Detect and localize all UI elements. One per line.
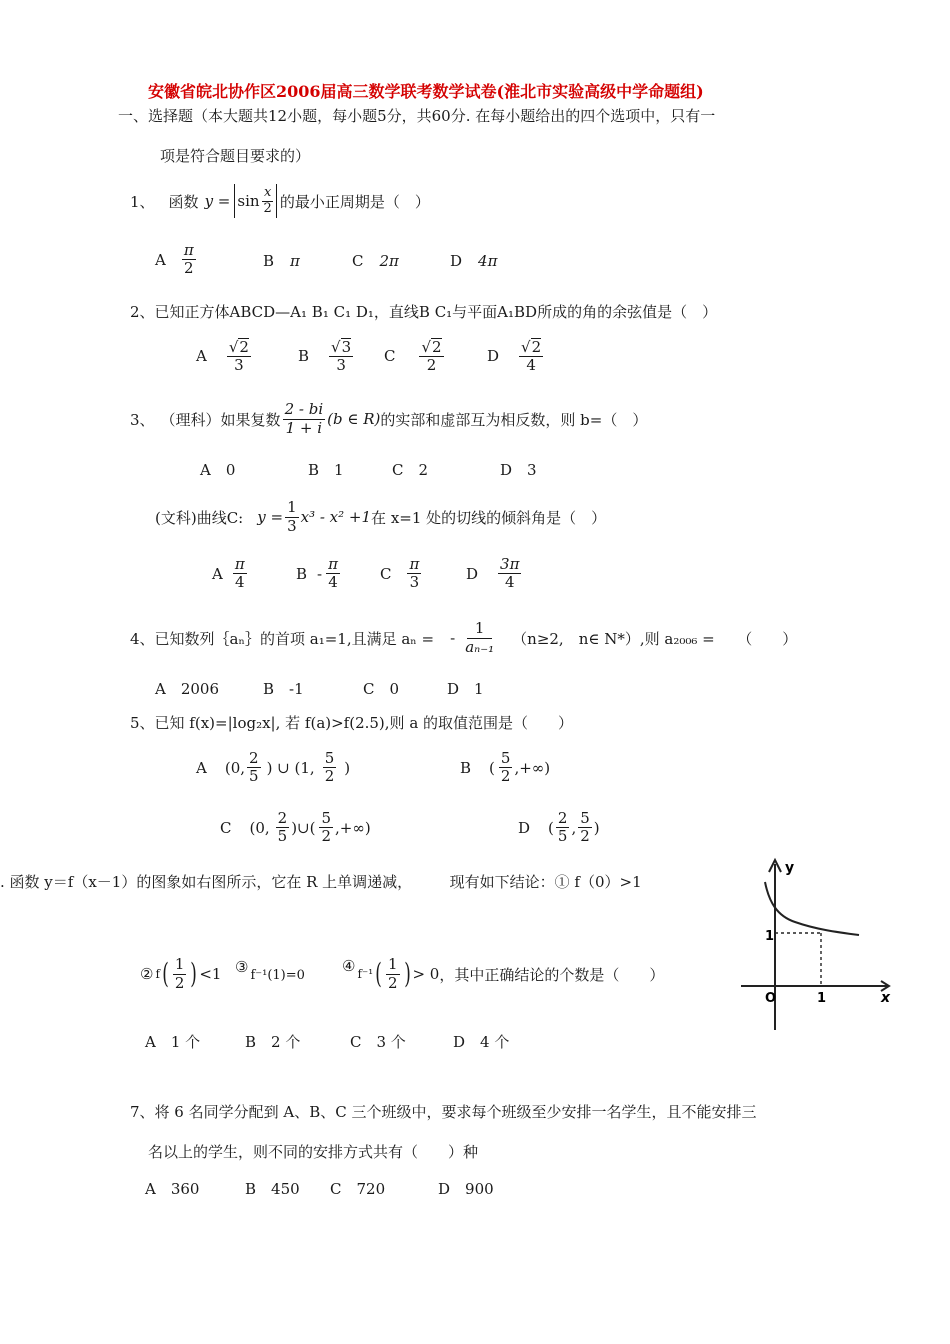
q2-c-den: 2	[426, 356, 437, 375]
q5-b-close: ,+∞)	[514, 758, 551, 777]
q2-option-b-letter: B	[298, 347, 310, 366]
abs-bar-right	[276, 184, 277, 218]
q4-option-a: A 2006	[155, 680, 220, 698]
q4-option-b: B -1	[263, 680, 304, 698]
q4-prefix: 4、已知数列｛aₙ｝的首项 a₁=1,且满足 aₙ =	[130, 629, 435, 648]
q5-d-frac2	[578, 810, 592, 846]
q3w-c-frac	[407, 556, 421, 592]
q2-b-num: 3	[341, 338, 352, 356]
question-4	[130, 616, 797, 660]
q6-c4-mark: ④	[342, 957, 356, 975]
q3w-c-num: π	[409, 555, 420, 573]
minus-sign: -	[317, 564, 323, 583]
q2-option-c-letter: C	[384, 347, 396, 366]
q2-option-a-frac	[227, 338, 251, 375]
q5-c-d1: 5	[277, 827, 288, 846]
q3w-option-d	[466, 556, 523, 592]
q6-conclusion-suffix: ，其中正确结论的个数是（ ）	[439, 965, 665, 984]
q2-option-a	[196, 338, 253, 375]
q5-option-a	[196, 750, 350, 786]
q3-wenke	[155, 496, 606, 538]
q3-frac-num: 2 - bi	[284, 400, 324, 419]
q5-c-close: ,+∞)	[335, 818, 371, 837]
section-heading-line2: 项是符合题目要求的）	[160, 147, 311, 165]
q2-c-num: 2	[432, 338, 442, 356]
q6-c2-frac	[173, 956, 187, 992]
q6-option-a: A 1 个	[145, 1033, 201, 1051]
q1-y: y =	[204, 192, 231, 210]
q3w-option-b-letter: B	[296, 564, 308, 583]
q2-d-den: 4	[526, 356, 536, 375]
q2-option-c	[384, 338, 446, 375]
question-6: . 函数 y＝f（x－1）的图象如右图所示，它在 R 上单调递减， 现有如下结论：① f（0）>1	[0, 873, 642, 891]
q5-d-frac1	[556, 810, 570, 846]
q3-prefix: （理科）如果复数	[160, 410, 281, 429]
q5-a-d1: 5	[249, 767, 259, 786]
q1-option-a-frac	[182, 242, 196, 278]
q1-option-c	[352, 252, 399, 270]
question-7-line2: 名以上的学生，则不同的安排方式共有（ ）种	[148, 1143, 479, 1161]
q3-wenke-fraction	[285, 499, 299, 535]
q4-option-d: D 1	[447, 680, 484, 698]
q1-fraction	[262, 186, 274, 217]
q6-conclusion-2	[140, 952, 221, 996]
q3w-b-frac	[326, 556, 340, 592]
q3w-b-den: 4	[328, 573, 338, 592]
q6-c2-rel: <1	[199, 965, 222, 983]
q2-d-num: 2	[531, 338, 542, 356]
q1-prefix: 函数	[168, 192, 199, 211]
q6-c4-d: 2	[387, 973, 398, 992]
q2-option-a-letter: A	[196, 347, 207, 366]
q3w-a-den: 4	[235, 573, 245, 592]
q5-c-mid: )∪(	[291, 818, 316, 837]
q5-c-frac1	[276, 810, 290, 846]
q3w-option-c-letter: C	[380, 564, 392, 583]
q5-c-open: (0,	[249, 818, 270, 837]
q1-number: 1、	[130, 192, 155, 211]
q1-option-d	[450, 252, 497, 270]
q6-c2-f: f	[155, 967, 160, 981]
q6-option-c: C 3 个	[350, 1033, 406, 1051]
q5-a-d2: 2	[324, 767, 335, 786]
q5-c-frac2	[319, 810, 333, 846]
q5-d-close: )	[593, 818, 600, 837]
q6-c4-frac	[386, 956, 400, 992]
q5-option-c	[220, 810, 371, 846]
question-1	[130, 181, 430, 221]
q6-option-d: D 4 个	[453, 1033, 510, 1051]
sqrt-sign: √	[521, 338, 531, 356]
q2-option-d	[487, 338, 545, 375]
q5-option-b	[460, 750, 550, 786]
q6-c3-expr: f⁻¹(1)=0	[250, 967, 305, 983]
q6-option-b: B 2 个	[245, 1033, 301, 1051]
q3-condition: (b ∈ R)	[327, 410, 381, 428]
q1-frac-den: 2	[263, 200, 272, 216]
q4-option-c: C 0	[363, 680, 400, 698]
sqrt-sign: √	[331, 338, 341, 356]
q1-frac-num: x	[264, 184, 272, 200]
q3-frac-den: 1 + i	[285, 418, 323, 437]
q6-c2-n: 1	[174, 955, 185, 974]
page-title: 安徽省皖北协作区2006届高三数学联考数学试卷(淮北市实验高级中学命题组)	[148, 82, 704, 101]
q2-b-den: 3	[336, 356, 346, 375]
q1-option-b-letter: B	[263, 252, 275, 270]
q5-c-n1: 2	[277, 809, 288, 827]
q2-option-c-frac	[419, 338, 443, 375]
q3w-option-d-letter: D	[466, 564, 479, 583]
q3w-option-b	[296, 556, 342, 592]
q1-option-d-value: 4π	[478, 252, 498, 270]
q1-suffix: 的最小正周期是（ ）	[279, 192, 430, 211]
q1-option-d-letter: D	[450, 252, 463, 270]
q1-option-a-letter: A	[155, 250, 166, 269]
q1-option-b-value: π	[290, 252, 300, 270]
q2-a-num: 2	[239, 338, 249, 356]
q4-frac-num: 1	[467, 620, 493, 638]
q7-option-c: C 720	[330, 1180, 386, 1198]
q3w-b-num: π	[328, 555, 338, 573]
q3-wenke-prefix: (文科)曲线C:	[155, 508, 244, 527]
q4-fraction	[463, 620, 496, 656]
q7-option-b: B 450	[245, 1180, 300, 1198]
q5-a-n1: 2	[249, 749, 259, 767]
q2-option-d-frac	[519, 338, 543, 375]
q2-option-b	[298, 338, 355, 375]
x-axis-label: x	[881, 990, 891, 1006]
q6-c2-d: 2	[174, 973, 185, 992]
q3-wenke-den: 3	[287, 516, 297, 535]
q3-wenke-suffix: 在 x=1 处的切线的倾斜角是（ ）	[371, 508, 607, 527]
q3w-d-frac	[498, 556, 521, 592]
q2-a-den: 3	[234, 356, 244, 375]
q5-a-open: (0,	[224, 758, 246, 777]
q3-option-b: B 1	[308, 461, 344, 479]
question-3	[130, 398, 647, 440]
q1-a-num: π	[183, 241, 194, 259]
section-heading-line1: 一、选择题（本大题共12小题，每小题5分，共60分. 在每小题给出的四个选项中，只有一	[118, 107, 716, 125]
q3-option-c: C 2	[392, 461, 429, 479]
q3-fraction	[283, 401, 326, 437]
q7-option-a: A 360	[145, 1180, 200, 1198]
q5-option-d	[518, 810, 600, 846]
q5-d-n1: 2	[557, 809, 568, 827]
question-2: 2、已知正方体ABCD—A₁ B₁ C₁ D₁，直线B C₁与平面A₁BD所成的角的余弦值是（ ）	[130, 303, 718, 321]
q5-d-d1: 5	[557, 827, 568, 846]
abs-bar-left	[234, 184, 235, 218]
q5-a-frac2	[323, 750, 337, 786]
q3-wenke-num: 1	[287, 498, 297, 517]
q3w-option-c	[380, 556, 423, 592]
q5-d-n2: 5	[580, 809, 590, 827]
q1-option-a	[155, 242, 198, 278]
q6-function-graph	[735, 852, 895, 1032]
q5-option-c-letter: C	[220, 818, 232, 837]
q5-b-d: 2	[500, 767, 511, 786]
q1-option-c-value: 2π	[379, 252, 399, 270]
q5-b-n: 5	[500, 749, 511, 767]
q3-wenke-y: y =	[257, 508, 284, 526]
q3w-option-a	[212, 556, 249, 592]
q5-c-d2: 2	[321, 827, 332, 846]
q5-d-comma: ,	[571, 818, 577, 837]
q6-conclusion-4	[342, 952, 664, 996]
q5-option-a-letter: A	[196, 758, 207, 777]
sqrt-sign: √	[228, 338, 239, 356]
q6-c3-mark: ③	[235, 958, 249, 976]
q3w-c-den: 3	[409, 573, 420, 592]
paren-right: )	[403, 957, 411, 990]
q5-a-frac1	[247, 750, 261, 786]
q6-c2-mark: ②	[140, 965, 154, 983]
q3-option-d: D 3	[500, 461, 537, 479]
q3-wenke-expr: x³ - x² +1	[300, 508, 372, 526]
q3-number: 3、	[130, 410, 155, 429]
q1-option-b	[263, 252, 300, 270]
q5-option-d-letter: D	[518, 818, 531, 837]
q5-d-d2: 2	[580, 827, 590, 846]
q2-option-b-frac	[329, 338, 353, 375]
q5-a-n2: 5	[324, 749, 335, 767]
question-7-line1: 7、将 6 名同学分配到 A、B、C 三个班级中，要求每个班级至少安排一名学生，且不能安排三	[130, 1103, 757, 1121]
q6-c4-rel: > 0	[412, 965, 440, 983]
q3w-d-num: 3π	[500, 555, 520, 573]
question-5: 5、已知 f(x)=|log₂x|, 若 f(a)>f(2.5),则 a 的取值范围是（ ）	[130, 714, 574, 732]
q1-a-den: 2	[184, 259, 194, 278]
q5-b-open: (	[489, 758, 495, 777]
q3w-a-num: π	[234, 555, 245, 573]
paren-right: )	[190, 957, 198, 990]
q5-option-b-letter: B	[460, 758, 472, 777]
minus-sign: -	[450, 629, 456, 647]
q1-option-c-letter: C	[352, 252, 364, 270]
q3w-d-den: 4	[504, 573, 515, 592]
paren-left: (	[162, 957, 169, 990]
x-one-label: 1	[817, 991, 827, 1006]
paren-left: (	[375, 957, 382, 990]
q1-sin: sin	[237, 192, 260, 210]
q5-b-frac	[499, 750, 513, 786]
q3-suffix: 的实部和虚部互为相反数，则 b=（ ）	[380, 410, 648, 429]
q5-c-n2: 5	[321, 809, 332, 827]
q4-frac-den: aₙ₋₁	[465, 637, 495, 656]
sqrt-sign: √	[421, 338, 432, 356]
y-axis-label: y	[785, 860, 795, 876]
origin-label: O	[765, 991, 777, 1006]
q6-c4-f: f⁻¹	[357, 967, 374, 981]
q6-c4-n: 1	[387, 955, 398, 974]
q3w-a-frac	[233, 556, 247, 592]
q3-option-a: A 0	[200, 461, 236, 479]
q2-option-d-letter: D	[487, 347, 500, 366]
q5-a-mid: ) ∪ (1,	[266, 758, 315, 777]
q3w-option-a-letter: A	[212, 564, 223, 583]
q6-conclusion-3	[235, 955, 305, 995]
q4-suffix: （n≥2, n∈ N*）,则 a₂₀₀₆ = （ ）	[512, 629, 798, 648]
q5-a-close: )	[344, 758, 351, 777]
function-curve	[765, 882, 859, 935]
q7-option-d: D 900	[438, 1180, 494, 1198]
y-one-label: 1	[765, 929, 775, 944]
q5-d-open: (	[548, 818, 554, 837]
